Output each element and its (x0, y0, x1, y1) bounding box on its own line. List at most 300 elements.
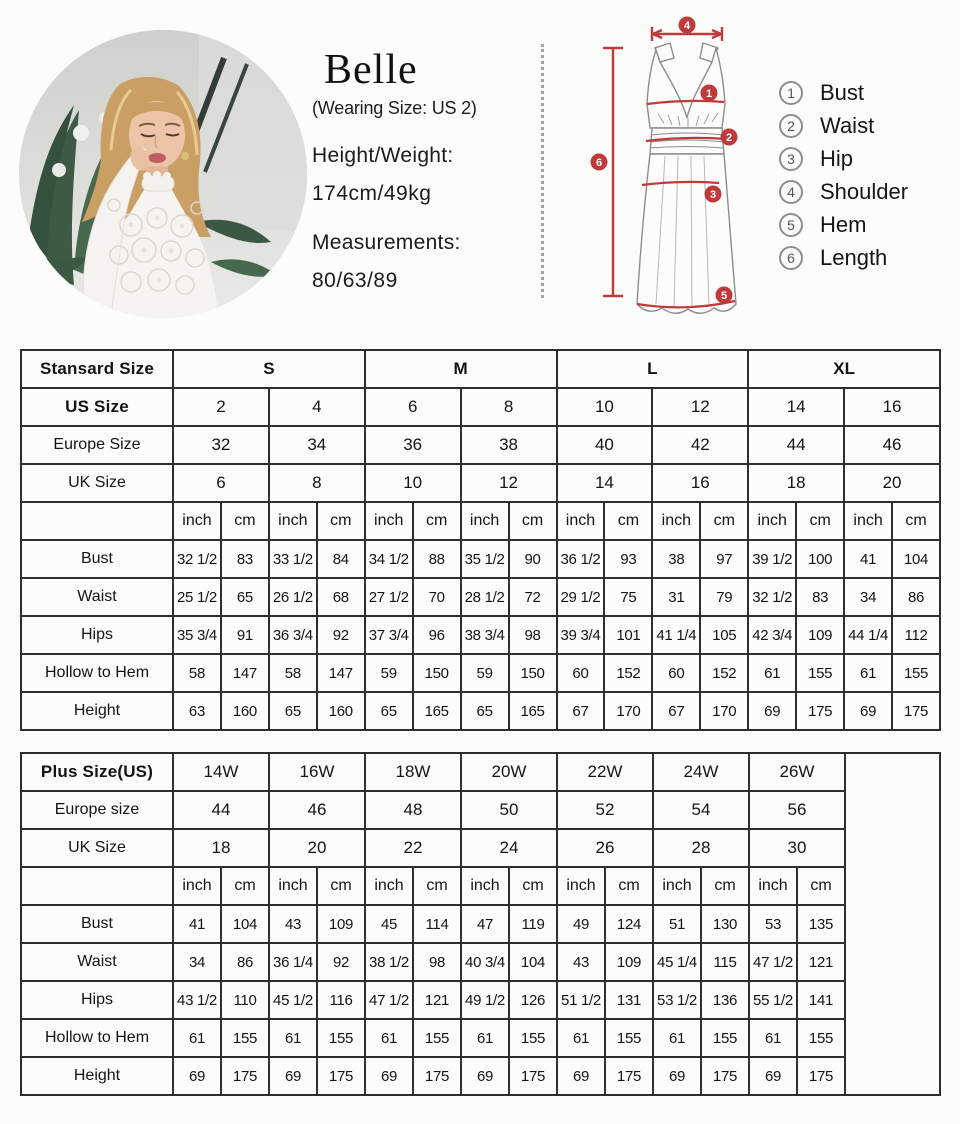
data-cell: 47 (461, 905, 509, 943)
data-cell: 61 (173, 1019, 221, 1057)
data-cell: 93 (604, 540, 652, 578)
data-cell: 135 (797, 905, 845, 943)
size-cell: 40 (557, 426, 653, 464)
data-cell: 104 (892, 540, 940, 578)
size-cell: 4 (269, 388, 365, 426)
unit-cell: cm (509, 502, 557, 540)
row-label: Hollow to Hem (21, 654, 173, 692)
unit-cell: cm (509, 867, 557, 905)
data-cell: 83 (796, 578, 844, 616)
data-cell: 124 (605, 905, 653, 943)
data-cell: 147 (317, 654, 365, 692)
legend-label: Waist (820, 112, 875, 138)
data-cell: 152 (604, 654, 652, 692)
data-cell: 61 (653, 1019, 701, 1057)
row-label: Europe Size (21, 426, 173, 464)
legend-item-hip (779, 142, 908, 175)
data-cell: 75 (604, 578, 652, 616)
size-cell: 8 (269, 464, 365, 502)
data-cell: 141 (797, 981, 845, 1019)
row-label: Waist (21, 578, 173, 616)
data-cell: 53 (749, 905, 797, 943)
size-cell: 48 (365, 791, 461, 829)
unit-cell: inch (365, 867, 413, 905)
table-row (21, 540, 940, 578)
data-cell: 67 (557, 692, 605, 730)
legend-label: Length (820, 244, 888, 270)
data-cell: 79 (700, 578, 748, 616)
data-cell: 155 (413, 1019, 461, 1057)
unit-cell: cm (317, 867, 365, 905)
table-row (21, 426, 940, 464)
data-cell: 121 (413, 981, 461, 1019)
data-cell: 47 1/2 (749, 943, 797, 981)
size-cell: 18 (173, 829, 269, 867)
data-cell: 91 (221, 616, 269, 654)
size-cell: 50 (461, 791, 557, 829)
unit-cell: inch (844, 502, 892, 540)
model-name: Belle (324, 47, 418, 93)
table-row (21, 791, 940, 829)
size-cell: 28 (653, 829, 749, 867)
table-row (21, 502, 940, 540)
size-cell: 56 (749, 791, 845, 829)
size-cell: 34 (269, 426, 365, 464)
length-measure-line (603, 48, 623, 296)
unit-cell: cm (317, 502, 365, 540)
dress-diagram (552, 6, 772, 336)
size-cell: 12 (652, 388, 748, 426)
data-cell: 44 1/4 (844, 616, 892, 654)
data-cell: 33 1/2 (269, 540, 317, 578)
data-cell: 61 (844, 654, 892, 692)
size-cell: 20 (844, 464, 940, 502)
size-group-header: 24W (653, 753, 749, 791)
data-cell: 155 (605, 1019, 653, 1057)
row-label: US Size (21, 388, 173, 426)
data-cell: 41 (173, 905, 221, 943)
data-cell: 175 (797, 1057, 845, 1095)
size-group-header: 16W (269, 753, 365, 791)
table-row (21, 654, 940, 692)
size-cell: 16 (844, 388, 940, 426)
data-cell: 43 (557, 943, 605, 981)
data-cell: 51 1/2 (557, 981, 605, 1019)
data-cell: 100 (796, 540, 844, 578)
data-cell: 152 (700, 654, 748, 692)
legend-label: Hip (820, 145, 854, 171)
row-label: Europe size (21, 791, 173, 829)
row-label: UK Size (21, 829, 173, 867)
data-cell: 105 (700, 616, 748, 654)
data-cell: 175 (892, 692, 940, 730)
height-weight-label: Height/Weight: (312, 144, 454, 168)
data-cell: 40 3/4 (461, 943, 509, 981)
size-group-header: S (173, 350, 365, 388)
data-cell: 69 (173, 1057, 221, 1095)
data-cell: 36 3/4 (269, 616, 317, 654)
size-group-header: 18W (365, 753, 461, 791)
data-cell: 25 1/2 (173, 578, 221, 616)
data-cell: 65 (221, 578, 269, 616)
data-cell: 155 (509, 1019, 557, 1057)
data-cell: 60 (652, 654, 700, 692)
data-cell: 109 (605, 943, 653, 981)
data-cell: 63 (173, 692, 221, 730)
standard-size-table (20, 349, 941, 731)
circled-number-icon: 3 (779, 147, 803, 171)
data-cell: 86 (221, 943, 269, 981)
data-cell: 109 (796, 616, 844, 654)
row-label: Hollow to Hem (21, 1019, 173, 1057)
data-cell: 83 (221, 540, 269, 578)
data-cell: 155 (221, 1019, 269, 1057)
size-cell: 46 (844, 426, 940, 464)
data-cell: 69 (844, 692, 892, 730)
unit-cell: cm (701, 867, 749, 905)
data-cell: 39 3/4 (557, 616, 605, 654)
table-row (21, 692, 940, 730)
size-group-header: XL (748, 350, 940, 388)
data-cell: 165 (413, 692, 461, 730)
legend-item-waist (779, 109, 908, 142)
data-cell: 61 (269, 1019, 317, 1057)
data-cell: 72 (509, 578, 557, 616)
svg-text:2: 2 (725, 132, 733, 144)
empty-cell (845, 753, 940, 1095)
size-cell: 12 (461, 464, 557, 502)
size-cell: 6 (173, 464, 269, 502)
data-cell: 175 (509, 1057, 557, 1095)
model-photo-illustration (19, 30, 307, 318)
data-cell: 97 (700, 540, 748, 578)
unit-cell: inch (461, 502, 509, 540)
data-cell: 38 3/4 (461, 616, 509, 654)
unit-cell: cm (221, 867, 269, 905)
data-cell: 61 (365, 1019, 413, 1057)
unit-cell: cm (413, 867, 461, 905)
data-cell: 98 (413, 943, 461, 981)
size-cell: 18 (748, 464, 844, 502)
data-cell: 84 (317, 540, 365, 578)
data-cell: 61 (749, 1019, 797, 1057)
data-cell: 69 (269, 1057, 317, 1095)
legend-item-shoulder (779, 175, 908, 208)
unit-cell: cm (892, 502, 940, 540)
svg-text:1: 1 (705, 88, 713, 100)
unit-cell: inch (461, 867, 509, 905)
data-cell: 35 1/2 (461, 540, 509, 578)
table-row (21, 464, 940, 502)
svg-text:3: 3 (709, 189, 717, 201)
data-cell: 96 (413, 616, 461, 654)
circled-number-icon: 2 (779, 114, 803, 138)
row-label: Height (21, 692, 173, 730)
size-cell: 16 (652, 464, 748, 502)
size-cell: 52 (557, 791, 653, 829)
data-cell: 116 (317, 981, 365, 1019)
data-cell: 150 (413, 654, 461, 692)
model-info (312, 48, 537, 293)
table-row (21, 616, 940, 654)
circled-number-icon: 6 (779, 246, 803, 270)
data-cell: 155 (796, 654, 844, 692)
circled-number-icon: 1 (779, 81, 803, 105)
data-cell: 114 (413, 905, 461, 943)
data-cell: 36 1/4 (269, 943, 317, 981)
data-cell: 45 1/4 (653, 943, 701, 981)
data-cell: 43 (269, 905, 317, 943)
data-cell: 36 1/2 (557, 540, 605, 578)
data-cell: 155 (797, 1019, 845, 1057)
size-cell: 6 (365, 388, 461, 426)
size-cell: 44 (173, 791, 269, 829)
size-group-header: 14W (173, 753, 269, 791)
size-cell: 42 (652, 426, 748, 464)
unit-cell: cm (605, 867, 653, 905)
unit-cell: inch (365, 502, 413, 540)
data-cell: 59 (365, 654, 413, 692)
size-cell: 36 (365, 426, 461, 464)
data-cell: 175 (317, 1057, 365, 1095)
data-cell: 67 (652, 692, 700, 730)
data-cell: 104 (221, 905, 269, 943)
data-cell: 160 (221, 692, 269, 730)
row-label: Hips (21, 981, 173, 1019)
data-cell: 35 3/4 (173, 616, 221, 654)
data-cell: 170 (700, 692, 748, 730)
size-cell: 22 (365, 829, 461, 867)
table-row (21, 1019, 940, 1057)
size-group-header: 20W (461, 753, 557, 791)
table-row (21, 1057, 940, 1095)
circled-number-icon: 4 (779, 180, 803, 204)
data-cell: 104 (509, 943, 557, 981)
size-cell: 20 (269, 829, 365, 867)
data-cell: 65 (365, 692, 413, 730)
data-cell: 170 (604, 692, 652, 730)
unit-cell: cm (604, 502, 652, 540)
data-cell: 58 (269, 654, 317, 692)
data-cell: 49 1/2 (461, 981, 509, 1019)
unit-cell: cm (221, 502, 269, 540)
data-cell: 131 (605, 981, 653, 1019)
unit-cell: cm (413, 502, 461, 540)
data-cell: 69 (749, 1057, 797, 1095)
table-row (21, 753, 940, 791)
legend-item-length (779, 241, 908, 274)
data-cell: 31 (652, 578, 700, 616)
table-row (21, 867, 940, 905)
size-group-header: L (557, 350, 749, 388)
data-cell: 121 (797, 943, 845, 981)
table-row (21, 350, 940, 388)
size-cell: 44 (748, 426, 844, 464)
data-cell: 110 (221, 981, 269, 1019)
data-cell: 136 (701, 981, 749, 1019)
height-weight-value: 174cm/49kg (312, 182, 432, 206)
svg-text:5: 5 (720, 290, 728, 302)
data-cell: 69 (748, 692, 796, 730)
svg-text:6: 6 (595, 157, 603, 169)
data-cell: 101 (604, 616, 652, 654)
circled-number-icon: 5 (779, 213, 803, 237)
size-cell: 8 (461, 388, 557, 426)
data-cell: 112 (892, 616, 940, 654)
data-cell: 53 1/2 (653, 981, 701, 1019)
size-group-header: M (365, 350, 557, 388)
data-cell: 86 (892, 578, 940, 616)
data-cell: 38 1/2 (365, 943, 413, 981)
size-cell: 10 (365, 464, 461, 502)
data-cell: 69 (461, 1057, 509, 1095)
unit-cell: cm (700, 502, 748, 540)
data-cell: 115 (701, 943, 749, 981)
size-cell: 32 (173, 426, 269, 464)
dotted-divider (541, 44, 544, 298)
data-cell: 155 (317, 1019, 365, 1057)
data-cell: 42 3/4 (748, 616, 796, 654)
data-cell: 70 (413, 578, 461, 616)
legend-item-hem (779, 208, 908, 241)
data-cell: 43 1/2 (173, 981, 221, 1019)
data-cell: 45 (365, 905, 413, 943)
unit-cell: inch (557, 502, 605, 540)
legend-item-bust (779, 76, 908, 109)
data-cell: 98 (509, 616, 557, 654)
data-cell: 175 (605, 1057, 653, 1095)
unit-cell: cm (796, 502, 844, 540)
data-cell: 90 (509, 540, 557, 578)
data-cell: 69 (365, 1057, 413, 1095)
wearing-size: (Wearing Size: US 2) (312, 98, 477, 119)
row-label: Bust (21, 540, 173, 578)
data-cell: 55 1/2 (749, 981, 797, 1019)
plus-size-table (20, 752, 941, 1096)
data-cell: 45 1/2 (269, 981, 317, 1019)
size-cell: 26 (557, 829, 653, 867)
table-row (21, 981, 940, 1019)
data-cell: 59 (461, 654, 509, 692)
row-label: Hips (21, 616, 173, 654)
data-cell: 34 1/2 (365, 540, 413, 578)
table-row (21, 829, 940, 867)
data-cell: 68 (317, 578, 365, 616)
data-cell: 41 (844, 540, 892, 578)
data-cell: 58 (173, 654, 221, 692)
legend-label: Hem (820, 211, 867, 237)
data-cell: 38 (652, 540, 700, 578)
data-cell: 65 (269, 692, 317, 730)
unit-cell: inch (653, 867, 701, 905)
data-cell: 32 1/2 (173, 540, 221, 578)
data-cell: 155 (892, 654, 940, 692)
legend-label: Bust (820, 79, 865, 105)
data-cell: 61 (557, 1019, 605, 1057)
data-cell: 61 (461, 1019, 509, 1057)
data-cell: 34 (173, 943, 221, 981)
table-row (21, 578, 940, 616)
data-cell: 119 (509, 905, 557, 943)
measurements-label: Measurements: (312, 231, 461, 255)
size-cell: 10 (557, 388, 653, 426)
row-label: UK Size (21, 464, 173, 502)
data-cell: 26 1/2 (269, 578, 317, 616)
size-cell: 38 (461, 426, 557, 464)
data-cell: 32 1/2 (748, 578, 796, 616)
size-cell: 14 (748, 388, 844, 426)
unit-cell: inch (748, 502, 796, 540)
size-group-header: 22W (557, 753, 653, 791)
measurements-value: 80/63/89 (312, 269, 398, 293)
model-photo (19, 30, 307, 318)
data-cell: 65 (461, 692, 509, 730)
unit-cell: inch (173, 867, 221, 905)
data-cell: 147 (221, 654, 269, 692)
data-cell: 165 (509, 692, 557, 730)
size-cell: 54 (653, 791, 749, 829)
data-cell: 49 (557, 905, 605, 943)
size-group-header: 26W (749, 753, 845, 791)
data-cell: 109 (317, 905, 365, 943)
data-cell: 60 (557, 654, 605, 692)
size-cell: 24 (461, 829, 557, 867)
data-cell: 88 (413, 540, 461, 578)
data-cell: 155 (701, 1019, 749, 1057)
data-cell: 61 (748, 654, 796, 692)
data-cell: 51 (653, 905, 701, 943)
row-label: Waist (21, 943, 173, 981)
unit-cell: inch (269, 867, 317, 905)
data-cell: 27 1/2 (365, 578, 413, 616)
row-label: Bust (21, 905, 173, 943)
data-cell: 92 (317, 616, 365, 654)
data-cell: 69 (653, 1057, 701, 1095)
unit-cell: cm (797, 867, 845, 905)
legend-label: Shoulder (820, 178, 909, 204)
unit-cell: inch (557, 867, 605, 905)
data-cell: 160 (317, 692, 365, 730)
svg-text:4: 4 (683, 20, 691, 32)
size-cell: 2 (173, 388, 269, 426)
data-cell: 175 (221, 1057, 269, 1095)
data-cell: 130 (701, 905, 749, 943)
unit-cell: inch (269, 502, 317, 540)
dress-outline (637, 43, 736, 313)
size-cell: 46 (269, 791, 365, 829)
standard-size-title: Stansard Size (21, 350, 173, 388)
unit-cell: inch (749, 867, 797, 905)
data-cell: 28 1/2 (461, 578, 509, 616)
unit-cell: inch (652, 502, 700, 540)
measurement-legend (779, 76, 908, 274)
size-cell: 14 (557, 464, 653, 502)
data-cell: 175 (413, 1057, 461, 1095)
data-cell: 126 (509, 981, 557, 1019)
data-cell: 175 (796, 692, 844, 730)
data-cell: 150 (509, 654, 557, 692)
data-cell: 37 3/4 (365, 616, 413, 654)
data-cell: 47 1/2 (365, 981, 413, 1019)
data-cell: 29 1/2 (557, 578, 605, 616)
data-cell: 34 (844, 578, 892, 616)
table-row (21, 943, 940, 981)
data-cell: 92 (317, 943, 365, 981)
row-label: Height (21, 1057, 173, 1095)
data-cell: 69 (557, 1057, 605, 1095)
data-cell: 175 (701, 1057, 749, 1095)
row-label (21, 502, 173, 540)
